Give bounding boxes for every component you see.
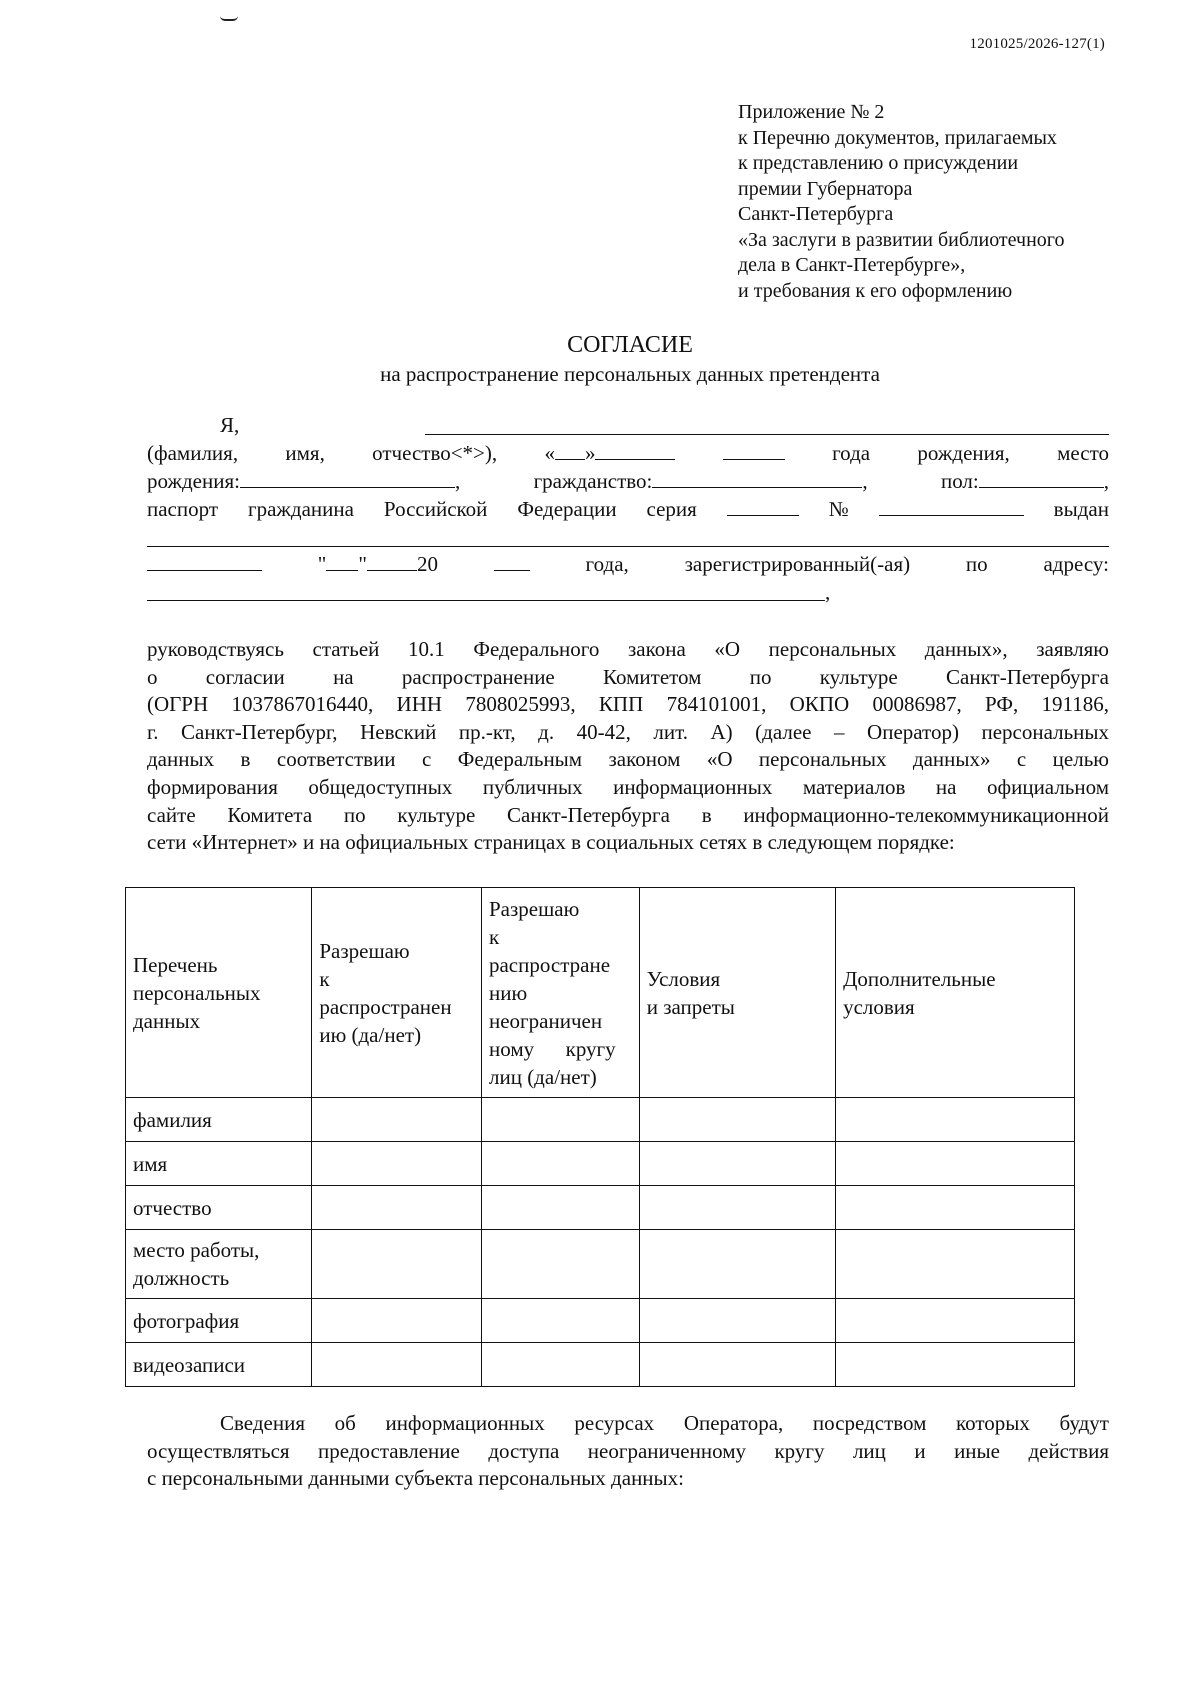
cell-additional[interactable] [836,1098,1075,1142]
paragraph-line: формирования общедоступных публичных информационных материалов на официальном [147,774,1109,799]
label-year: года [832,441,871,465]
passport-series-field[interactable] [727,497,799,516]
label-citizen: гражданина [247,497,354,521]
paragraph-line: данных в соответствии с Федеральным законом «О персональных данных» с целью [147,747,1109,772]
resources-paragraph [147,1410,1109,1493]
paragraph-line: г. Санкт-Петербург, Невский пр.-кт, д. 40-42, лит. А) (далее – Оператор) персональных [147,719,1109,744]
cell-conditions[interactable] [639,1098,835,1142]
birth-day-field[interactable] [555,441,585,460]
cell-allow-unlimited[interactable] [481,1230,639,1299]
citizenship-field[interactable] [652,469,862,488]
appendix-line: премии Губернатора [738,177,913,200]
issued-by-field-cont[interactable] [147,552,262,571]
cell-conditions[interactable] [639,1186,835,1230]
appendix-line: «За заслуги в развитии библиотечного [738,228,1065,251]
cell-allow[interactable] [312,1186,482,1230]
row-label: фамилия [126,1098,312,1142]
label-number-sign: № [828,497,849,521]
row-label: место работы, должность [126,1230,312,1299]
paragraph-line: (ОГРН 1037867016440, ИНН 7808025993, КПП 784101001, ОКПО 00086987, РФ, 191186, [147,692,1109,717]
birthplace-group: рождения: , [147,469,461,493]
issue-day-field[interactable] [326,552,358,571]
table-header-row [126,888,1075,1098]
row-label: отчество [126,1186,312,1230]
table-row [126,1186,1075,1230]
paragraph-line: руководствуясь статьей 10.1 Федерального закона «О персональных данных», заявляю [147,637,1109,661]
label-year-issued: года, [585,552,629,576]
issue-date-group: " " 20 [317,552,438,576]
appendix-line: к Перечню документов, прилагаемых [738,126,1057,149]
cell-conditions[interactable] [639,1230,835,1299]
table-row [126,1299,1075,1343]
cell-additional[interactable] [836,1299,1075,1343]
cell-allow-unlimited[interactable] [481,1186,639,1230]
form-line-issue-date [147,552,1109,577]
issued-by-field[interactable] [147,546,1109,547]
citizenship-group: гражданство: , [533,469,868,493]
label-birth: рождения, [917,441,1010,465]
paragraph-line: осуществляться предоставление доступа неограниченному кругу лиц и иные действия [147,1438,1109,1463]
header-allow-unlimited: Разрешаю к распростране нию неограничен ному кругу лиц (да/нет) [481,888,639,1098]
issue-month-field[interactable] [367,552,417,571]
document-number: 1201025/2026-127(1) [969,36,1105,52]
ya-label: Я, [220,413,240,437]
paragraph-line: сайте Комитета по культуре Санкт-Петербурга в информационно-телекоммуникационной [147,802,1109,827]
document-title: СОГЛАСИЕ [567,332,693,358]
cell-allow-unlimited[interactable] [481,1343,639,1387]
birth-date-group: « » [544,441,675,466]
appendix-line: и требования к его оформлению [738,279,1013,302]
full-name-field[interactable] [425,434,1109,435]
cell-allow[interactable] [312,1142,482,1186]
table-row [126,1098,1075,1142]
cell-additional[interactable] [836,1343,1075,1387]
row-label: фотография [126,1299,312,1343]
cell-conditions[interactable] [639,1343,835,1387]
table-row [126,1142,1075,1186]
label-russian: Российской [383,497,488,521]
cell-additional[interactable] [836,1230,1075,1299]
paragraph-line: о согласии на распространение Комитетом по культуре Санкт-Петербурга [147,664,1109,689]
label-issued: выдан [1053,497,1109,521]
cell-allow-unlimited[interactable] [481,1299,639,1343]
header-personal-data: Перечень персональных данных [126,888,312,1098]
birth-month-field[interactable] [595,441,675,460]
cell-allow[interactable] [312,1343,482,1387]
appendix-line: к представлению о присуждении [738,152,1019,174]
cell-conditions[interactable] [639,1299,835,1343]
cell-allow[interactable] [312,1299,482,1343]
cell-allow[interactable] [312,1098,482,1142]
consent-paragraph [147,636,1109,857]
row-label: имя [126,1142,312,1186]
address-end: , [825,580,831,604]
label-federation: Федерации [517,497,617,521]
label-name: имя, [285,441,325,465]
label-passport: паспорт [147,497,219,521]
passport-number-field[interactable] [879,497,1024,516]
document-subtitle: на распространение персональных данных претендента [380,362,880,386]
form-line-birth [147,441,1109,466]
paragraph-line: Сведения об информационных ресурсах Оператора, посредством которых будут [220,1411,1109,1435]
table-row [126,1230,1075,1299]
birth-year-field[interactable] [723,441,785,460]
appendix-line: Санкт-Петербурга [738,203,894,225]
header-allow-distribution: Разрешаю к распространен ию (да/нет) [312,888,482,1098]
label-surname: (фамилия, [147,441,239,465]
label-patronymic: отчество<*>), [372,441,498,465]
appendix-line: Приложение № 2 [738,101,885,123]
paragraph-line: с персональными данными субъекта персональных данных: [147,1466,684,1491]
appendix-line: дела в Санкт-Петербурге», [738,254,966,276]
cell-additional[interactable] [836,1142,1075,1186]
header-conditions: Условия и запреты [639,888,835,1098]
label-registered: зарегистрированный(-ая) [684,552,911,576]
label-place: место [1057,441,1109,465]
cell-conditions[interactable] [639,1142,835,1186]
form-line-passport [147,497,1109,522]
birthplace-field[interactable] [240,469,455,488]
paragraph-line: сети «Интернет» и на официальных страницах в социальных сетях в следующем порядке: [147,830,955,855]
cell-allow-unlimited[interactable] [481,1098,639,1142]
sex-field[interactable] [979,469,1104,488]
cell-allow-unlimited[interactable] [481,1142,639,1186]
label-series: серия [646,497,697,521]
row-label: видеозаписи [126,1343,312,1387]
label-at: по [965,552,988,576]
header-additional: Дополнительные условия [836,888,1075,1098]
address-field[interactable] [147,600,825,601]
label-address: адресу: [1043,552,1109,576]
table-row [126,1343,1075,1387]
form-line-citizenship [147,469,1109,494]
issue-year-field[interactable] [494,552,530,571]
appendix-block [738,100,1065,304]
scan-artifact-mark [220,16,238,21]
cell-additional[interactable] [836,1186,1075,1230]
consent-table [125,887,1075,1387]
cell-allow[interactable] [312,1230,482,1299]
sex-group: пол: , [940,469,1109,493]
